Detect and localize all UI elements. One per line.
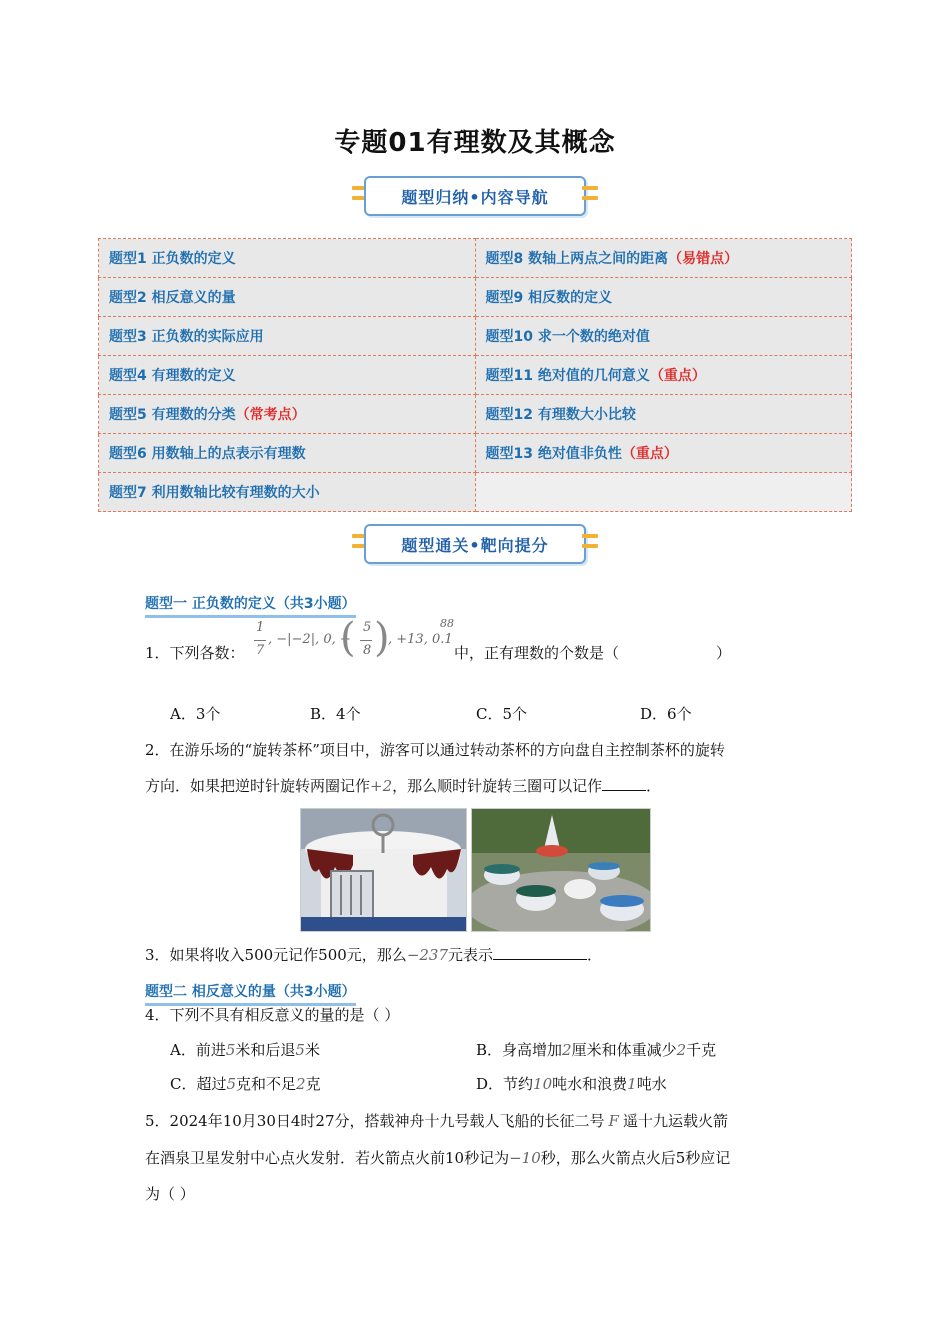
q5-text: 遥十九运载火箭 [622, 1112, 728, 1130]
toc-item-label: 题型6 用数轴上的点表示有理数 [109, 446, 306, 462]
q5-text: 在酒泉卫星发射中心点火发射．若火箭点火前10秒记为 [145, 1149, 510, 1167]
option-text: 千克 [686, 1041, 717, 1059]
toc-row [99, 239, 852, 278]
toc-row [99, 278, 852, 317]
toc-table [98, 238, 852, 512]
q5-text: 5．2024年10月30日4时27分，搭载神舟十九号载人飞船的长征二号 [145, 1112, 605, 1130]
q1-fraction-1-den: 7 [256, 643, 265, 658]
option-number: 2 [296, 1075, 306, 1093]
q5-text: 秒，那么火箭点火后5秒应记 [540, 1149, 731, 1167]
toc-cell[interactable] [475, 317, 852, 356]
toc-cell[interactable] [475, 395, 852, 434]
q1-close: ） [716, 644, 732, 662]
toc-row [99, 317, 852, 356]
q1-option-d[interactable]: D．6个 [640, 705, 692, 723]
option-text: A．前进 [170, 1041, 226, 1059]
toc-row [99, 356, 852, 395]
banner-practice [352, 522, 598, 566]
q1-fraction-1-num: 1 [256, 620, 265, 635]
teacup-closeup-image [300, 808, 467, 932]
paren-right: ) [374, 615, 390, 661]
q1-option-b[interactable]: B．4个 [310, 705, 361, 723]
toc-item-label: 题型10 求一个数的绝对值 [485, 329, 650, 345]
toc-item-label: 题型9 相反数的定义 [485, 290, 613, 306]
toc-item-label: 题型5 有理数的分类 [109, 407, 236, 423]
equals-icon [582, 534, 598, 552]
toc-item-label: 题型3 正负数的实际应用 [109, 329, 264, 345]
toc-item-label: 题型8 数轴上两点之间的距离 [485, 251, 669, 267]
question-2-line-2 [145, 776, 661, 796]
toc-cell [475, 473, 852, 512]
q5-value: −10 [509, 1149, 541, 1167]
q3-text-b: 元表示 [448, 946, 494, 964]
toc-item-tag: （易错点） [668, 251, 739, 267]
toc-cell[interactable] [99, 317, 476, 356]
option-text: B．身高增加 [476, 1041, 563, 1059]
toc-cell[interactable] [99, 356, 476, 395]
option-text: C．超过 [170, 1075, 227, 1093]
toc-cell[interactable] [99, 278, 476, 317]
q1-expr-2: , +13, 0.1 [388, 632, 453, 647]
q4-option-c[interactable] [170, 1074, 321, 1094]
question-5-line-1 [145, 1111, 728, 1131]
option-text: 米 [304, 1041, 320, 1059]
answer-blank[interactable] [602, 776, 646, 791]
option-number: 1 [627, 1075, 637, 1093]
toc-row [99, 395, 852, 434]
toc-item-label: 题型11 绝对值的几何意义 [485, 368, 650, 384]
toc-item-label: 题型4 有理数的定义 [109, 368, 236, 384]
option-number: 10 [533, 1075, 553, 1093]
option-number: 2 [562, 1041, 572, 1059]
toc-item-label: 题型2 相反意义的量 [109, 290, 236, 306]
toc-cell[interactable] [475, 278, 852, 317]
option-number: 5 [225, 1041, 236, 1059]
toc-item-label: 题型7 利用数轴比较有理数的大小 [109, 485, 320, 501]
q5-variable-f: F [608, 1112, 619, 1130]
option-number: 5 [226, 1075, 237, 1093]
toc-item-tag: （重点） [649, 368, 706, 384]
q1-expr-1: , −|−2|, 0, − [268, 632, 351, 647]
banner-toc [352, 174, 598, 218]
toc-cell[interactable] [99, 473, 476, 512]
option-text: 克 [305, 1075, 321, 1093]
option-number: 5 [295, 1041, 305, 1059]
question-3 [145, 945, 602, 965]
section-heading-1: 题型一 正负数的定义（共3小题） [145, 593, 356, 618]
q2-plus-two: +2 [370, 777, 393, 795]
q1-suffix: 中，正有理数的个数是（ [454, 644, 620, 662]
toc-row [99, 473, 852, 512]
page-title: 专题01有理数及其概念 [334, 128, 616, 158]
banner-label: 题型归纳•内容导航 [364, 176, 586, 216]
answer-blank[interactable] [493, 945, 587, 960]
toc-cell[interactable] [99, 239, 476, 278]
teacup-ride-image [471, 808, 651, 932]
toc-item-label: 题型13 绝对值非负性 [485, 446, 622, 462]
question-2-line-1: 2．在游乐场的“旋转茶杯”项目中，游客可以通过转动茶杯的方向盘自主控制茶杯的旋转 [145, 741, 725, 759]
toc-cell[interactable] [475, 239, 852, 278]
question-5-line-2 [145, 1148, 730, 1168]
toc-cell[interactable] [99, 434, 476, 473]
toc-item-tag: （常考点） [235, 407, 306, 423]
q1-option-c[interactable]: C．5个 [476, 705, 528, 723]
toc-row [99, 434, 852, 473]
banner-label: 题型通关•靶向提分 [364, 524, 586, 564]
toc-cell[interactable] [99, 395, 476, 434]
q1-option-a[interactable]: A．3个 [170, 705, 221, 723]
q3-text-a: 3．如果将收入500元记作500元，那么 [145, 946, 407, 964]
option-text: 厘米和体重减少 [571, 1041, 677, 1059]
q3-value: −237 [406, 946, 449, 964]
q1-fraction-2-num: 5 [363, 620, 372, 635]
section-heading-2: 题型二 相反意义的量（共3小题） [145, 981, 356, 1006]
q1-prefix: 1．下列各数： [145, 644, 245, 662]
toc-item-label: 题型12 有理数大小比较 [485, 407, 636, 423]
question-5-line-3: 为（ ） [145, 1185, 195, 1203]
option-text: 吨水 [636, 1075, 667, 1093]
question-4: 4．下列不具有相反意义的量的是（ ） [145, 1006, 400, 1024]
option-text: 克和不足 [236, 1075, 297, 1093]
q1-fraction-2-den: 8 [363, 643, 372, 658]
q3-end: ． [587, 946, 603, 964]
q4-option-b[interactable] [476, 1040, 716, 1060]
equals-icon [582, 186, 598, 204]
paren-left: ( [340, 615, 356, 661]
q4-option-d[interactable] [476, 1074, 667, 1094]
q4-option-a[interactable] [170, 1040, 320, 1060]
q1-repeat-dots: 88 [440, 617, 454, 630]
option-number: 2 [676, 1041, 687, 1059]
q2-end: ． [646, 777, 662, 795]
q2-text-b: ，那么顺时针旋转三圈可以记作 [392, 777, 603, 795]
option-text: D．节约 [476, 1075, 534, 1093]
toc-cell[interactable] [475, 356, 852, 395]
question-1 [145, 643, 245, 663]
toc-item-label: 题型1 正负数的定义 [109, 251, 236, 267]
toc-cell[interactable] [475, 434, 852, 473]
option-text: 吨水和浪费 [552, 1075, 628, 1093]
q2-text-a: 方向．如果把逆时针旋转两圈记作 [145, 777, 371, 795]
toc-item-tag: （重点） [621, 446, 678, 462]
option-text: 米和后退 [235, 1041, 296, 1059]
